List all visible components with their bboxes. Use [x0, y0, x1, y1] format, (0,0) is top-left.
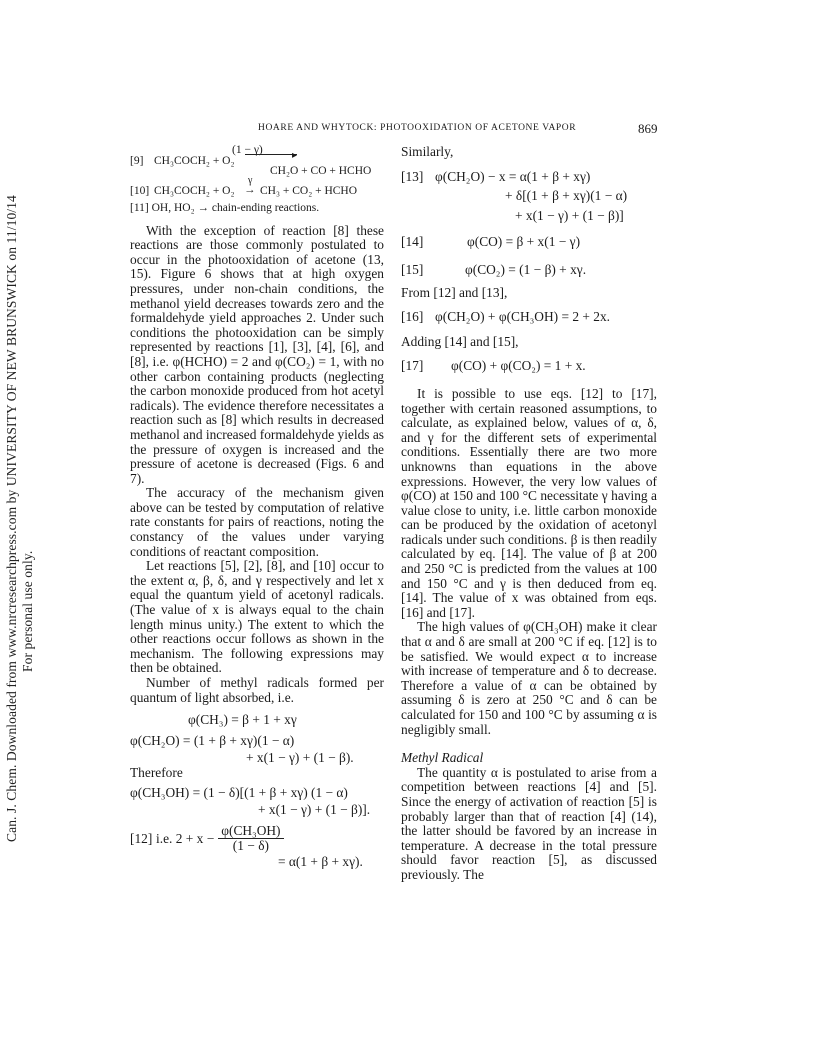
running-title: HOARE AND WHYTOCK: PHOTOOXIDATION OF ACETONE VAPOR [258, 123, 577, 133]
equation-17-label: [17] [401, 358, 424, 374]
reaction-9 [130, 142, 384, 176]
reaction-10-lhs: CH₃COCH₂ + O₂ [154, 185, 235, 197]
equation-17 [401, 359, 657, 374]
reaction-10-label: [10] [130, 185, 150, 197]
page-number: 869 [638, 121, 658, 136]
equation-ch2o-line2: + x(1 − γ) + (1 − β). [246, 750, 354, 766]
from-12-label: From [12] and [13], [401, 284, 508, 300]
equation-15 [401, 263, 657, 278]
reaction-11: [11] OH, HO₂ → chain-ending reactions. [130, 202, 320, 214]
equation-14 [401, 235, 657, 250]
equation-13-part-a: φ(CH₂O) − x = α(1 + β + xγ) [435, 168, 591, 184]
download-watermark [4, 195, 36, 842]
equation-14-label: [14] [401, 234, 424, 250]
section-heading-methyl-radical: Methyl Radical [401, 750, 484, 766]
reaction-9-over: (1 − γ) [232, 144, 263, 156]
paragraph-6: The high values of φ(CH₃OH) make it clear that α and δ are small at 200 °C if eq. [12] is to be satisfied. We would expect α to increase with increase of temperature and δ to decrease. Therefore a value of α can be obtained by assuming δ is zero at 250 °C and δ can be calculated for 150 and 100 °C by assuming α is negligibly small. [401, 619, 657, 737]
left-column [130, 142, 384, 870]
equation-13-label: [13] [401, 168, 424, 184]
equation-12-ie: i.e. 2 + x − [156, 830, 215, 846]
equation-12-rhs: = α(1 + β + xγ). [278, 853, 363, 869]
paragraph-4: Number of methyl radicals formed per quantum of light absorbed, i.e. [130, 675, 384, 705]
equation-ch3: φ(CH₃) = β + 1 + xγ [188, 712, 297, 728]
reaction-10-rhs: CH₃ + CO₂ + HCHO [260, 185, 358, 197]
equation-13-line1 [401, 170, 657, 185]
reaction-9-lhs: CH₃COCH₂ + O₂ [154, 155, 235, 167]
equation-12-label: [12] [130, 830, 153, 846]
equation-12-fraction [218, 824, 283, 854]
equation-13-line2: + δ[(1 + β + xγ)(1 − α) [505, 188, 628, 204]
paragraph-2: The accuracy of the mechanism given above can be tested by computation of relative rate constants for pairs of reactions, noting the constancy of the values under varying conditions of reactant composition. [130, 485, 384, 559]
equation-ch3oh-line1: φ(CH₃OH) = (1 − δ)[(1 + β + xγ) (1 − α) [130, 784, 348, 800]
paragraph-5: It is possible to use eqs. [12] to [17], together with certain reasoned assumptions, to calculate, as explained below, values of α, δ, and γ for the different sets of experimental conditions. Essentially there are two more unknowns than equations in the above expressions. However, the very low values of φ(CO) at 150 and 100 °C necessitate γ having a value close to unity, i.e. little carbon monoxide can be produced by the oxidation of acetonyl radicals under such conditions. β is then readily calculated by eq. [14]. The value of β at 200 and 250 °C is predicted from the values at 100 and 150 °C and γ is then deduced from eq. [14]. The value of x was obtained from eqs. [16] and [17]. [401, 385, 657, 620]
paragraph-7: The quantity α is postulated to arise from a competition between reactions [4] and [5]. Since the energy of activation of reaction [5] is probably larger than that of reaction [4] (14), the latter should be favored by an increase in temperature. A decrease in the total pressure should favor reaction [5], as discussed previously. The [401, 764, 657, 882]
reaction-9-arrow [245, 154, 297, 155]
equation-16-body: φ(CH₂O) + φ(CH₃OH) = 2 + 2x. [435, 309, 611, 325]
equation-16 [401, 310, 657, 325]
equation-ch2o-line1: φ(CH₂O) = (1 + β + xγ)(1 − α) [130, 732, 295, 748]
equation-ch3oh-line2: + x(1 − γ) + (1 − β)]. [258, 802, 371, 818]
therefore-label: Therefore [130, 764, 183, 780]
reaction-9-rhs: CH₂O + CO + HCHO [270, 165, 372, 177]
equation-14-body: φ(CO) = β + x(1 − γ) [467, 234, 581, 250]
reaction-10-over: γ [248, 175, 253, 186]
similarly-label: Similarly, [401, 144, 454, 159]
equation-16-label: [16] [401, 309, 424, 325]
equation-12-numerator: φ(CH₃OH) [218, 824, 283, 840]
equation-13-line3: + x(1 − γ) + (1 − β)] [515, 207, 624, 223]
arrow-head-icon: ▸ [292, 150, 298, 161]
equation-12-denominator: (1 − δ) [232, 838, 269, 854]
right-column [401, 145, 657, 883]
equation-12 [130, 824, 384, 854]
equation-17-body: φ(CO) + φ(CO₂) = 1 + x. [451, 358, 586, 374]
adding-label: Adding [14] and [15], [401, 333, 519, 349]
download-watermark-line2: For personal use only. [20, 550, 35, 672]
reaction-10 [130, 176, 384, 198]
reaction-10-arrow-icon: → [244, 184, 256, 196]
download-watermark-line1: Can. J. Chem. Downloaded from www.nrcresearchpress.com by UNIVERSITY OF NEW BRUNSWICK on 11/10/14 [4, 195, 19, 842]
equation-15-label: [15] [401, 261, 424, 277]
paragraph-1: With the exception of reaction [8] these reactions are those commonly postulated to occur in the photooxidation of acetone (13, 15). Figure 6 shows that at high oxygen pressures, under non-chain conditions, the methanol yield decreases towards zero and the formaldehyde yield approaches 2. Under such conditions the photooxidation can be simply represented by reactions [1], [3], [4], [6], and [8], i.e. φ(HCHO) = 2 and φ(CO₂) = 1, with no other carbon containing products (neglecting the carbon monoxide produced from hot acetyl radicals). The evidence therefore necessitates a reaction such as [8] which results in decreased methanol and increased formaldehyde yields as the pressure of oxygen is increased and the pressure of acetone is decreased (Figs. 6 and 7). [130, 222, 384, 486]
reaction-9-label: [9] [130, 155, 144, 167]
paragraph-3: Let reactions [5], [2], [8], and [10] occur to the extent α, β, δ, and γ respectively and let x equal the quantum yield of acetonyl radicals. (The value of x is always equal to the chain length minus unity.) The extent to which the other reactions occur follows as shown in the mechanism. The following expressions may then be obtained. [130, 558, 384, 676]
equation-15-body: φ(CO₂) = (1 − β) + xγ. [465, 261, 587, 277]
